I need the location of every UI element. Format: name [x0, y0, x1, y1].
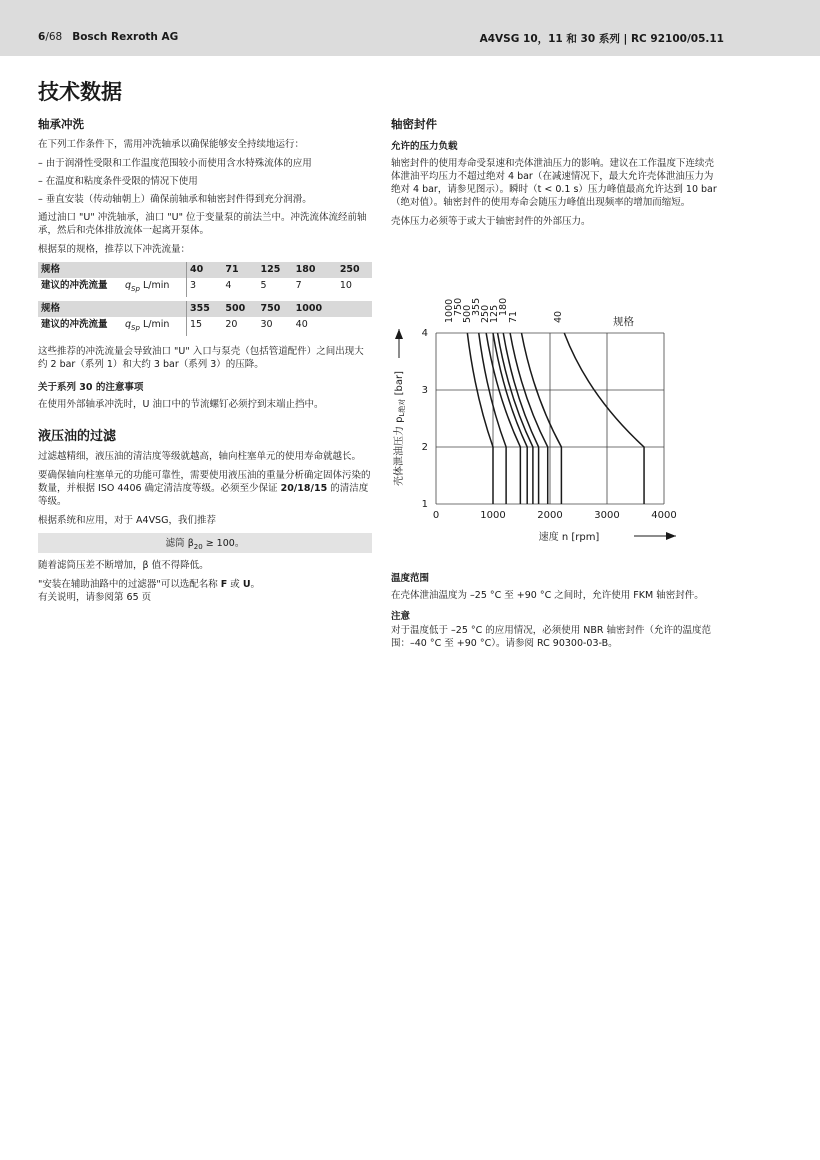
- seal-heading: 轴密封件: [391, 117, 437, 131]
- series-label-125: 125: [489, 304, 500, 323]
- table-row: [38, 278, 372, 297]
- seal-subheading: 允许的压力负载: [391, 141, 458, 152]
- left-column: [38, 116, 372, 610]
- header-left: [38, 31, 178, 43]
- temp-heading: 温度范围: [391, 573, 430, 584]
- filtration-heading: 液压油的过滤: [38, 428, 117, 444]
- y-tick-label: 3: [421, 385, 428, 396]
- flushing-intro: 在下列工作条件下，需用冲洗轴承以确保能够安全持续地运行：: [38, 139, 305, 150]
- series-line-1000: [467, 333, 493, 504]
- page-number: 6: [38, 31, 46, 43]
- table-row: [38, 317, 372, 336]
- flushing-para-1: 通过油口 "U" 冲洗轴承，油口 "U" 位于变量泵的前法兰中。冲洗流体流经前轴承，然后和壳体排放流体一起离开泵体。: [38, 212, 367, 236]
- seal-para-2: 壳体压力必须等于或大于轴密封件的外部压力。: [391, 216, 591, 227]
- table-row: [38, 262, 372, 278]
- flow-cell: 40: [295, 318, 308, 330]
- size-cell: 125: [258, 262, 293, 278]
- series-line-355: [493, 333, 527, 504]
- x-axis-arrow-head: [666, 532, 676, 540]
- flow-cell: 4: [225, 280, 232, 291]
- series-label-40: 40: [553, 310, 564, 323]
- size-cell: 1000: [293, 301, 337, 317]
- size-cell: 750: [258, 301, 293, 317]
- seal-note-heading: 注意: [391, 611, 411, 622]
- flow-cell: 30: [260, 318, 273, 330]
- filtration-para-2: 要确保轴向柱塞单元的功能可靠性，需要使用液压油的重量分析确定固体污染的数量，并根据 ISO 4406 确定清洁度等级。必须至少保证 20/18/15 的清洁度等级。: [38, 469, 371, 507]
- flow-cell: 20: [225, 318, 238, 330]
- flow-cell: 15: [190, 318, 203, 330]
- right-column: [391, 116, 721, 234]
- x-tick-label: 2000: [537, 510, 563, 521]
- page-header: [0, 0, 820, 56]
- page-title: 技术数据: [38, 80, 122, 104]
- right-column-lower: [391, 562, 721, 656]
- size-label: 规格: [38, 301, 187, 317]
- flushing-para-3: 这些推荐的冲洗流量会导致油口 "U" 入口与泵壳（包括管道配件）之间出现大约 2 bar（系列 1）和大约 3 bar（系列 3）的压降。: [38, 345, 364, 370]
- filter-requirement: 滤筒 $\beta_{20} \ge 100$。: [38, 533, 372, 553]
- y-tick-label: 2: [421, 442, 428, 453]
- series30-note-text: 在使用外部轴承冲洗时，U 油口中的节流螺钉必须拧到末端止挡中。: [38, 398, 324, 410]
- flow-cell: 3: [190, 280, 197, 291]
- seal-note-text: 对于温度低于 –25 °C 的应用情况，必须使用 NBR 轴密封件（允许的温度范围：–40 °C 至 +90 °C）。请参阅 RC 90300-03-B。: [391, 625, 712, 649]
- size-cell: 500: [222, 301, 257, 317]
- flushing-bullet-2: – 在温度和粘度条件受限的情况下使用: [38, 176, 198, 187]
- flow-cell: 7: [295, 280, 302, 291]
- x-axis-label: 速度 n [rpm]: [538, 532, 600, 543]
- flushing-para-2: 根据泵的规格，推荐以下冲洗流量：: [38, 244, 191, 255]
- x-tick-label: 4000: [651, 510, 677, 521]
- chart-svg: [391, 296, 691, 556]
- filtration-para-6: 有关说明，请参阅第 65 页: [38, 591, 152, 603]
- y-tick-label: 4: [421, 328, 428, 339]
- company-name: Bosch Rexroth AG: [72, 31, 179, 43]
- size-cell: 250: [337, 262, 372, 278]
- legend-title: 规格: [613, 316, 634, 328]
- flow-label: 建议的冲洗流量: [41, 318, 108, 330]
- series-label-180: 180: [498, 297, 509, 316]
- size-cell: 71: [222, 262, 257, 278]
- filtration-para-4: 随着滤筒压差不断增加，β 值不得降低。: [38, 559, 209, 571]
- flow-label: 建议的冲洗流量: [41, 280, 108, 291]
- flow-cell: 10: [339, 280, 352, 291]
- temp-text: 在壳体泄油温度为 –25 °C 至 +90 °C 之间时，允许使用 FKM 轴密封件。: [391, 590, 704, 601]
- x-tick-label: 0: [432, 510, 440, 521]
- y-axis-label: 壳体泄油压力 $p_{L绝对}$ [bar]: [394, 370, 406, 487]
- series-label-71: 71: [508, 310, 519, 323]
- series-label-355: 355: [471, 297, 482, 316]
- flushing-bullet-1: – 由于润滑性受限和工作温度范围较小而使用含水特殊流体的应用: [38, 158, 312, 169]
- flushing-bullet-3: – 垂直安装（传动轴朝上）确保前轴承和轴密封件得到充分润滑。: [38, 194, 312, 205]
- filtration-para-3: 根据系统和应用，对于 A4VSG，我们推荐: [38, 514, 216, 526]
- series-label-500: 500: [462, 304, 473, 323]
- flushing-heading: 轴承冲洗: [38, 117, 84, 131]
- flow-symbol: $q_{Sp}$ L/min: [122, 278, 187, 297]
- flow-cell: 5: [260, 280, 267, 291]
- size-label: 规格: [38, 262, 187, 278]
- filtration-para-1: 过滤越精细，液压油的清洁度等级就越高，轴向柱塞单元的使用寿命就越长。: [38, 450, 362, 462]
- series-label-750: 750: [453, 297, 464, 316]
- size-cell: 40: [187, 262, 223, 278]
- x-tick-label: 1000: [480, 510, 506, 521]
- page-total: /68: [45, 31, 63, 43]
- series-label-250: 250: [480, 304, 491, 323]
- y-tick-label: 1: [421, 499, 428, 510]
- flushing-flow-table: [38, 262, 372, 336]
- size-cell: 180: [293, 262, 337, 278]
- seal-para-1: 轴密封件的使用寿命受泵速和壳体泄油压力的影响。建议在工作温度下连续壳体泄油平均压力不超过绝对 4 bar（在减速情况下，最大允许壳体泄油压力为绝对 4 bar，请参见图示）。瞬时（t < 0.1 s）压力峰值最高允许达到 10 bar（绝对值）。轴密封件的使用寿命会随压力峰值出现频率的增加而缩短。: [391, 158, 717, 208]
- series-label-1000: 1000: [444, 298, 455, 323]
- document-id: A4VSG 10，11 和 30 系列 | RC 92100/05.11: [479, 33, 724, 45]
- size-cell: 355: [187, 301, 223, 317]
- series-line-40: [564, 333, 644, 504]
- case-pressure-chart: [391, 296, 691, 556]
- table-row: [38, 301, 372, 317]
- filtration-para-5: "安装在辅助油路中的过滤器"可以选配名称 F 或 U。: [38, 578, 261, 590]
- y-axis-arrow-head: [395, 329, 403, 339]
- x-tick-label: 3000: [594, 510, 620, 521]
- flow-symbol: $q_{Sp}$ L/min: [122, 317, 187, 336]
- series30-note-heading: 关于系列 30 的注意事项: [38, 381, 144, 393]
